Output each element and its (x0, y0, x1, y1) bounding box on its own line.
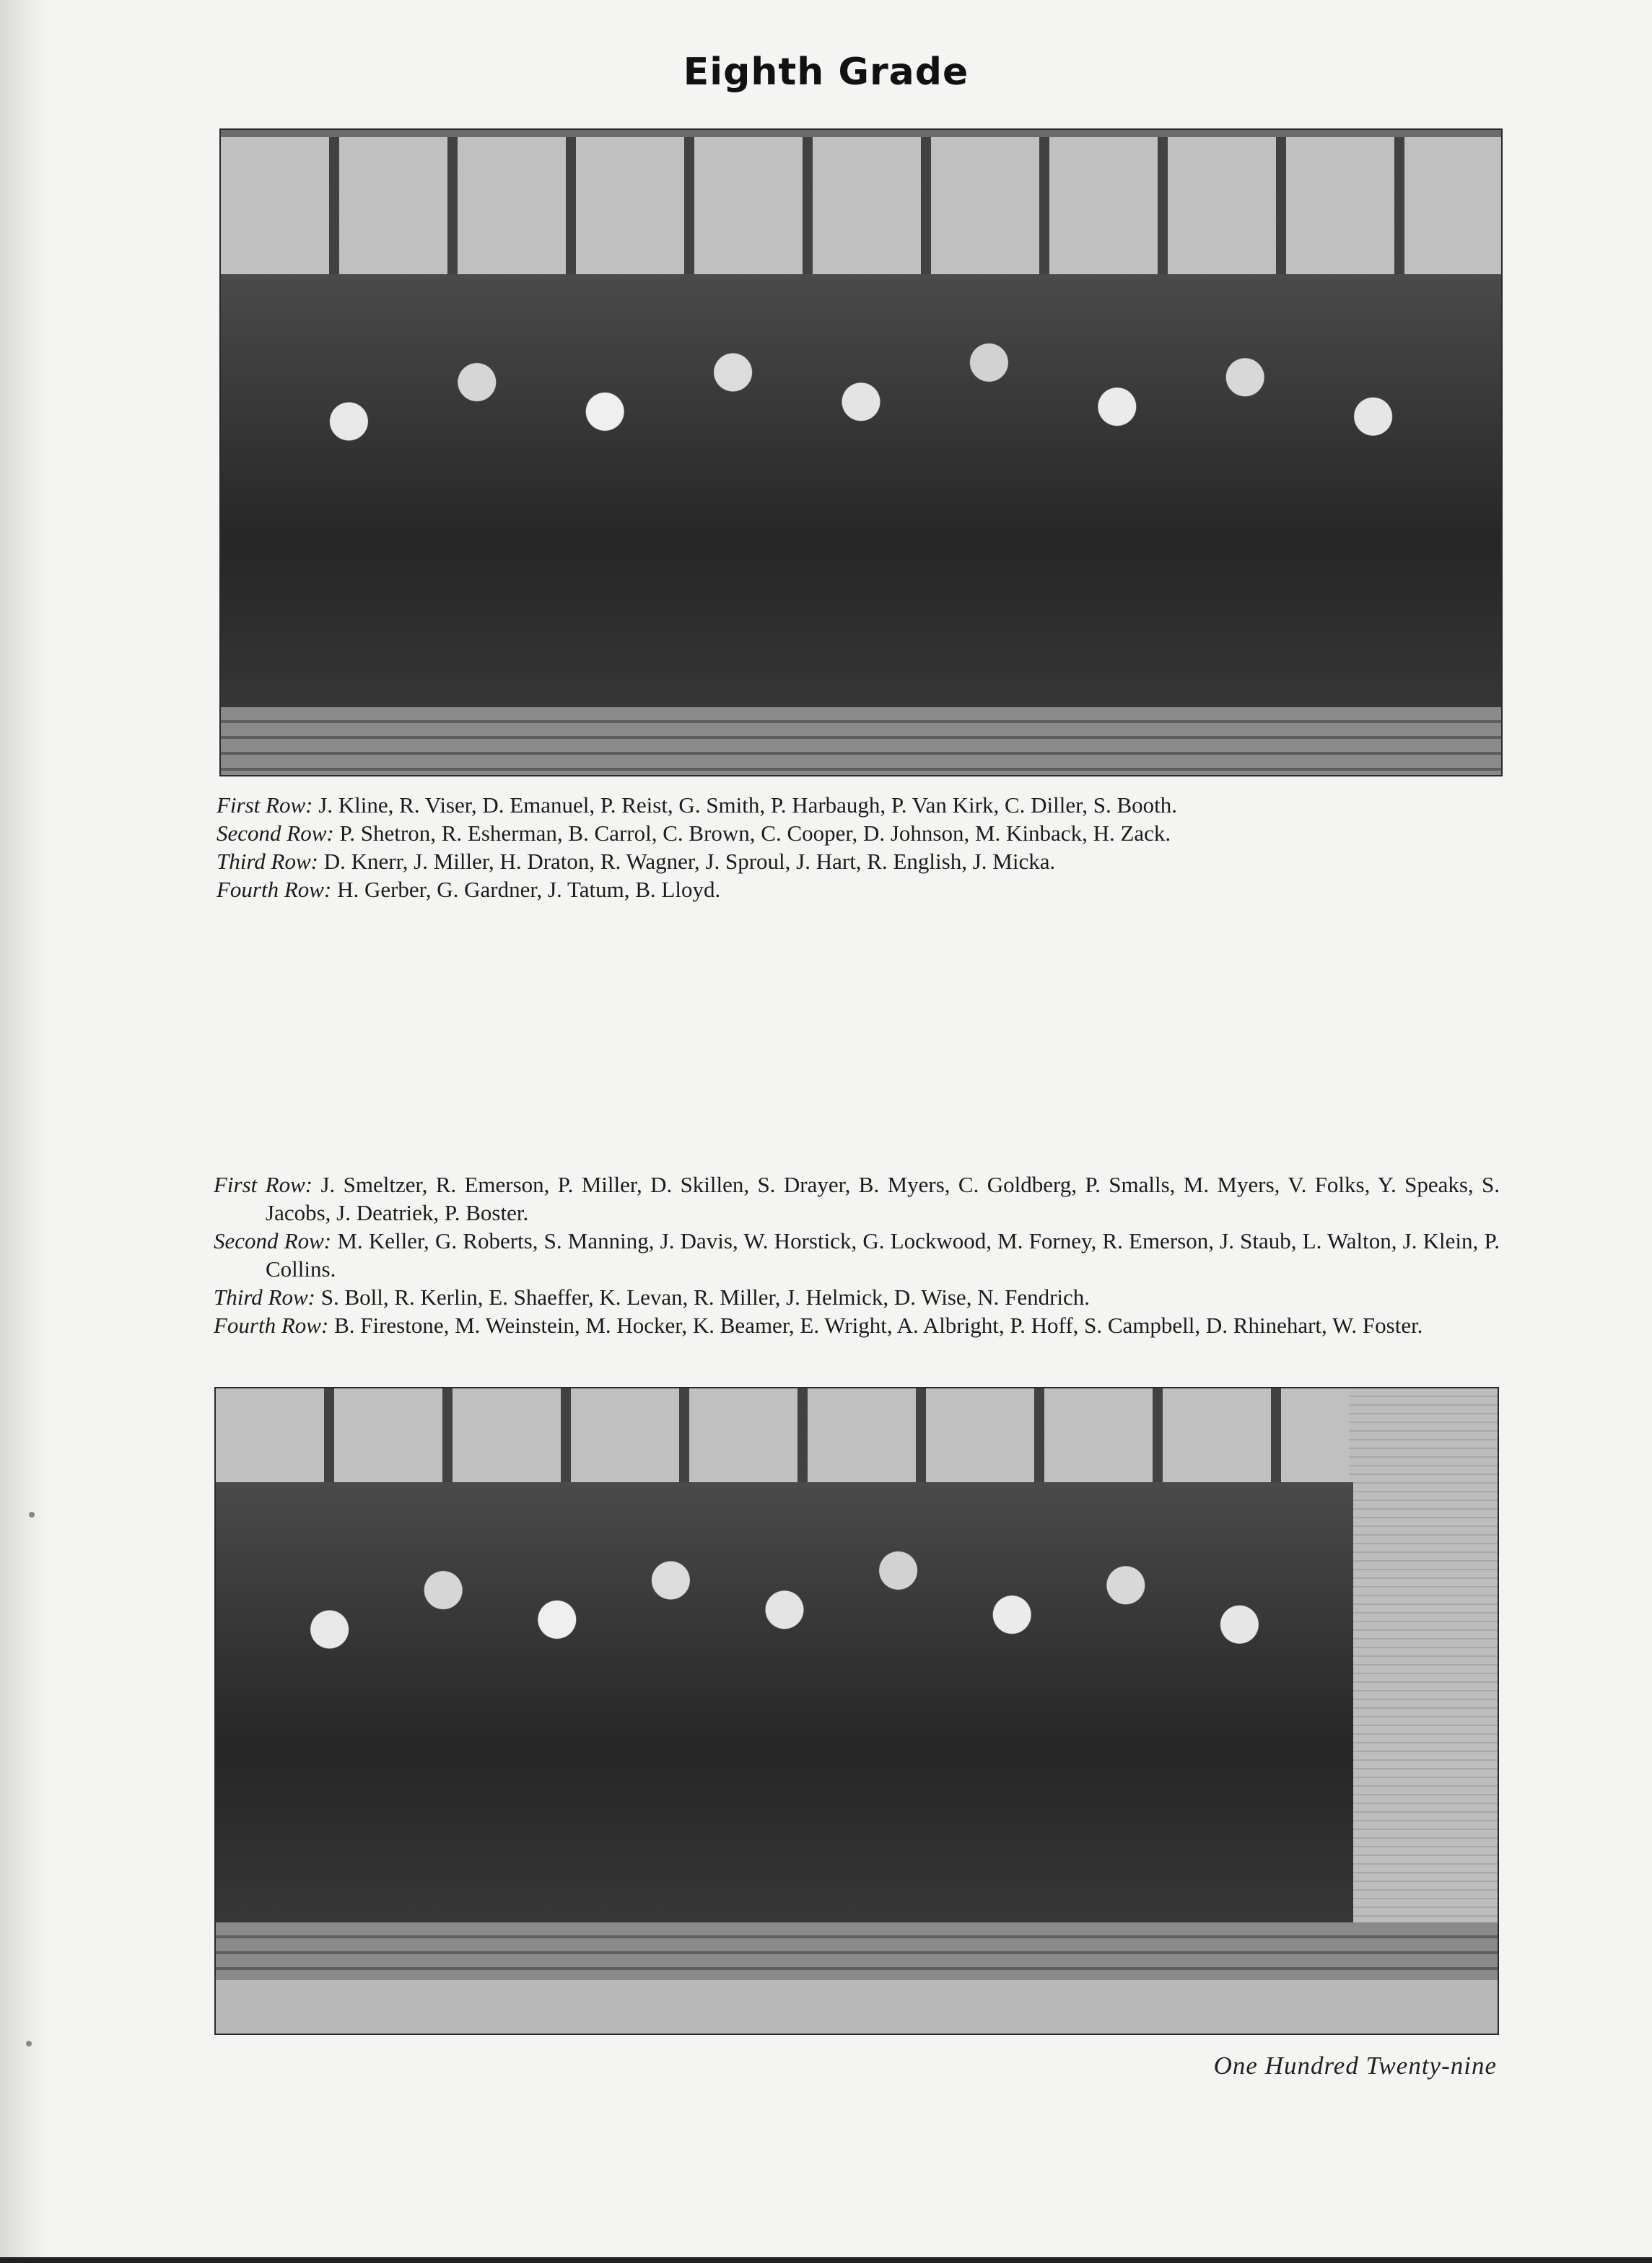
row-label: Second Row: (217, 820, 334, 846)
caption-row (217, 791, 1501, 819)
row-label: Fourth Row: (217, 877, 332, 902)
page-title: Eighth Grade (683, 51, 969, 94)
row-names: P. Shetron, R. Esherman, B. Carrol, C. Brown, C. Cooper, D. Johnson, M. Kinback, H. Zack. (339, 820, 1171, 846)
caption-bottom (214, 1170, 1500, 1339)
row-label: Third Row: (217, 849, 318, 874)
caption-row (214, 1227, 1500, 1283)
row-label: Third Row: (214, 1284, 315, 1310)
photo-steps (216, 1922, 1498, 1980)
photo-steps (221, 707, 1501, 775)
caption-row (217, 819, 1501, 847)
row-names: D. Knerr, J. Miller, H. Draton, R. Wagner, J. Sproul, J. Hart, R. English, J. Micka. (323, 849, 1056, 874)
row-label: First Row: (214, 1172, 313, 1197)
row-names: M. Keller, G. Roberts, S. Manning, J. Davis, W. Horstick, G. Lockwood, M. Forney, R. Emerson, J. Staub, L. Walton, J. Klein, P. Collins. (266, 1228, 1500, 1282)
row-label: Second Row: (214, 1228, 332, 1253)
row-names: H. Gerber, G. Gardner, J. Tatum, B. Lloyd. (337, 877, 721, 902)
photo-students (221, 274, 1501, 765)
caption-row (214, 1311, 1500, 1339)
page-gutter-shadow (0, 0, 52, 2263)
class-photo-top (219, 128, 1503, 776)
page-number: One Hundred Twenty-nine (1213, 2052, 1497, 2080)
photo-pavement (216, 1980, 1498, 2034)
row-names: S. Boll, R. Kerlin, E. Shaeffer, K. Levan, R. Miller, J. Helmick, D. Wise, N. Fendrich. (320, 1284, 1091, 1310)
photo-students (216, 1482, 1353, 1973)
row-names: J. Kline, R. Viser, D. Emanuel, P. Reist, G. Smith, P. Harbaugh, P. Van Kirk, C. Diller, S. Booth. (318, 792, 1177, 818)
caption-top (217, 791, 1501, 903)
row-label: First Row: (217, 792, 313, 818)
row-label: Fourth Row: (214, 1313, 329, 1338)
class-photo-bottom (214, 1387, 1499, 2035)
row-names: J. Smeltzer, R. Emerson, P. Miller, D. Skillen, S. Drayer, B. Myers, C. Goldberg, P. Smalls, M. Myers, V. Folks, Y. Speaks, S. Jacobs, J. Deatriek, P. Boster. (266, 1172, 1500, 1225)
margin-speck (29, 1512, 35, 1518)
margin-speck (26, 2041, 32, 2047)
caption-row (214, 1170, 1500, 1227)
caption-row (217, 847, 1501, 875)
caption-row (214, 1283, 1500, 1311)
caption-row (217, 875, 1501, 903)
page-bottom-edge (0, 2257, 1652, 2263)
row-names: B. Firestone, M. Weinstein, M. Hocker, K. Beamer, E. Wright, A. Albright, P. Hoff, S. Campbell, D. Rhinehart, W. Foster. (334, 1313, 1423, 1338)
